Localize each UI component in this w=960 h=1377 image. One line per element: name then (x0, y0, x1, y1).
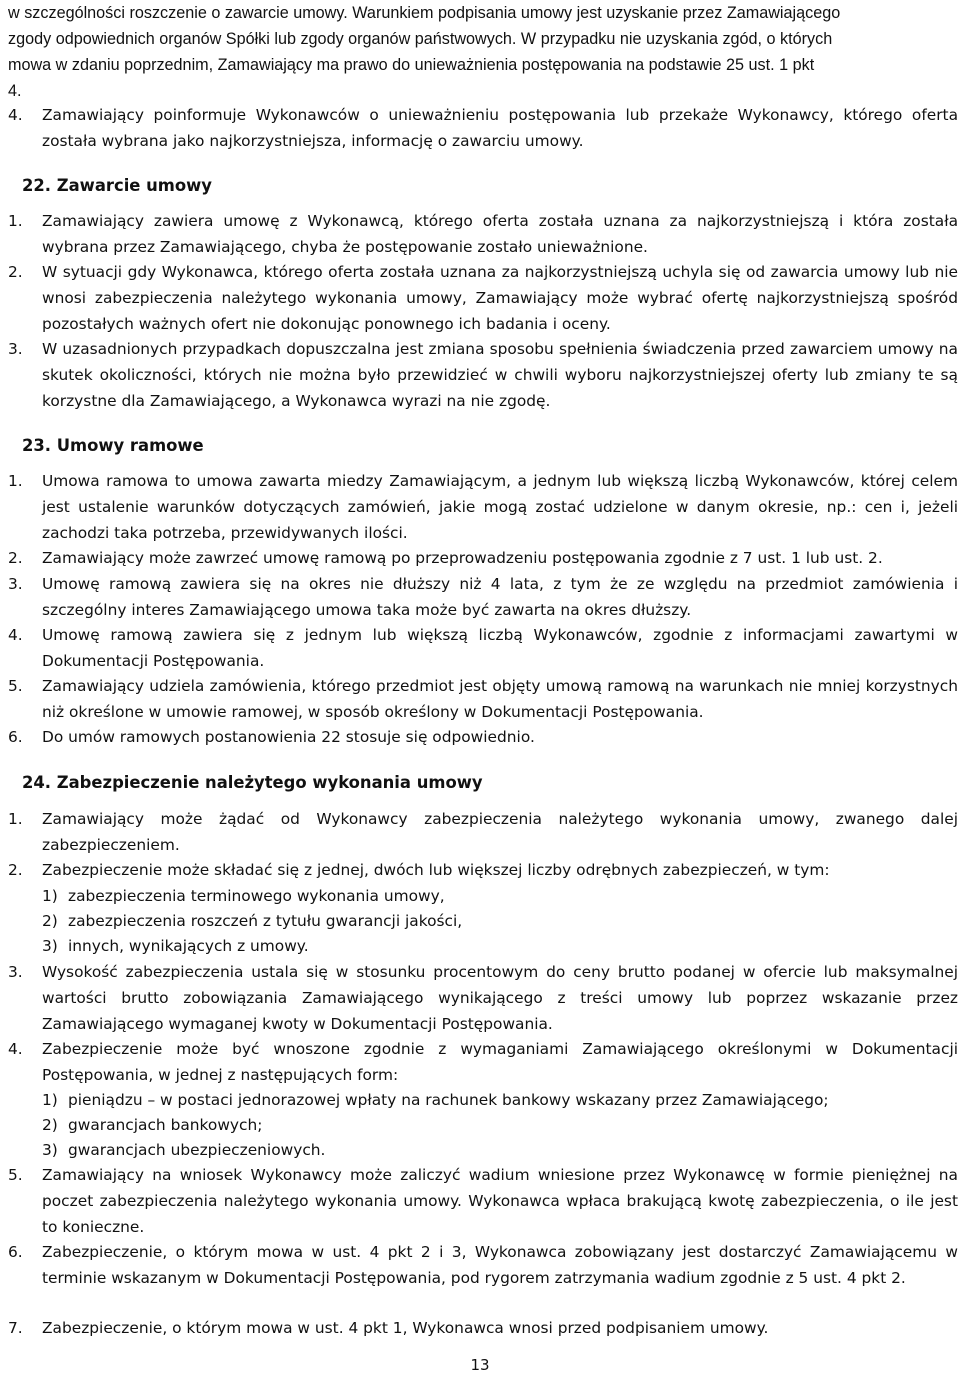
item-text: Zamawiający może żądać od Wykonawcy zabezpieczenia należytego wykonania umowy, zwanego dalej zabezpieczeniem. (42, 810, 958, 854)
item-text: Zabezpieczenie może składać się z jednej, dwóch lub większej liczby odrębnych zabezpieczeń, w tym: (42, 861, 830, 879)
sub-list-item: 1) pieniądzu – w postaci jednorazowej wpłaty na rachunek bankowy wskazany przez Zamawiającego; (42, 1091, 829, 1109)
list-item (8, 468, 958, 546)
list-item (8, 673, 958, 725)
intro-line-2: zgody odpowiednich organów Spółki lub zgody organów państwowych. W przypadku nie uzyskania zgód, o których (8, 30, 833, 48)
item-text: Do umów ramowych postanowienia 22 stosuje się odpowiednio. (42, 728, 535, 746)
list-item (8, 336, 958, 414)
list-item (8, 259, 958, 337)
sub-list-item: 2) zabezpieczenia roszczeń z tytułu gwarancji jakości, (42, 912, 463, 930)
intro-line-4: 4. (8, 82, 22, 100)
item-text: Umowa ramowa to umowa zawarta miedzy Zamawiającym, a jednym lub większą liczbą Wykonawców, której celem jest ustalenie warunków dotyczących zamówień, jakie mogą zostać udzielone w danym okresie, np.: cen i, jeżeli zachodzi taka potrzeba, przewidywanych ilości. (42, 472, 958, 542)
section-heading-22: 22. Zawarcie umowy (22, 176, 212, 195)
section-heading-24: 24. Zabezpieczenie należytego wykonania umowy (22, 773, 483, 792)
item-text: Zamawiający poinformuje Wykonawców o unieważnieniu postępowania lub przekaże Wykonawcy, którego oferta została wybrana jako najkorzystniejsza, informację o zawarciu umowy. (42, 106, 958, 150)
item-text: Zabezpieczenie, o którym mowa w ust. 4 pkt 1, Wykonawca wnosi przed podpisaniem umowy. (42, 1319, 769, 1337)
item-text: Umowę ramową zawiera się na okres nie dłuższy niż 4 lata, z tym że ze względu na przedmiot zamówienia i szczególny interes Zamawiającego umowa taka może być zawarta na okres dłuższy. (42, 575, 958, 619)
item-number: 2. (8, 549, 23, 567)
item-number: 2. (8, 861, 23, 879)
list-item (8, 1239, 958, 1291)
list-item (8, 622, 958, 674)
item-text: W sytuacji gdy Wykonawca, którego oferta została uznana za najkorzystniejszą uchyla się od zawarcia umowy lub nie wnosi zabezpieczenia należytego wykonania umowy, Zamawiający może wybrać ofertę najkorzystniejszą spośród pozostałych ważnych ofert nie dokonując ponownego ich badania i oceny. (42, 263, 958, 333)
item-number: 3. (8, 575, 23, 593)
item-number: 5. (8, 677, 23, 695)
list-item (8, 208, 958, 260)
item-text: Zamawiający może zawrzeć umowę ramową po przeprowadzeniu postępowania zgodnie z 7 ust. 1 lub ust. 2. (42, 549, 883, 567)
list-item (8, 1036, 958, 1088)
item-number: 6. (8, 1243, 23, 1261)
item-text: Wysokość zabezpieczenia ustala się w stosunku procentowym do ceny brutto podanej w ofercie lub maksymalnej wartości brutto zobowiązania Zamawiającego wynikającego z treści umowy lub poprzez wskazanie przez Zamawiającego wymaganej kwoty w Dokumentacji Postępowania. (42, 963, 958, 1033)
item-number: 1. (8, 212, 23, 230)
list-item (8, 102, 958, 154)
item-text: Zamawiający zawiera umowę z Wykonawcą, którego oferta została uznana za najkorzystniejszą i która została wybrana przez Zamawiającego, chyba że postępowanie zostało unieważnione. (42, 212, 958, 256)
intro-line-3: mowa w zdaniu poprzednim, Zamawiający ma prawo do unieważnienia postępowania na podstawie 25 ust. 1 pkt (8, 56, 815, 74)
item-number: 4. (8, 626, 23, 644)
item-text: Zamawiający na wniosek Wykonawcy może zaliczyć wadium wniesione przez Wykonawcę w formie pieniężnej na poczet zabezpieczenia należytego wykonania umowy. Wykonawca wpłaca brakującą kwotę zabezpieczenia, o ile jest to konieczne. (42, 1166, 958, 1236)
item-number: 6. (8, 728, 23, 746)
section-heading-23: 23. Umowy ramowe (22, 436, 204, 455)
item-text: Zabezpieczenie może być wnoszone zgodnie z wymaganiami Zamawiającego określonymi w Dokumentacji Postępowania, w jednej z następujących form: (42, 1040, 958, 1084)
intro-line-1: w szczególności roszczenie o zawarcie umowy. Warunkiem podpisania umowy jest uzyskanie przez Zamawiającego (8, 4, 841, 22)
item-number: 3. (8, 963, 23, 981)
list-item (8, 1315, 958, 1341)
sub-list-item: 3) innych, wynikających z umowy. (42, 937, 309, 955)
item-number: 4. (8, 106, 23, 124)
list-item (8, 545, 958, 571)
sub-list-item: 1) zabezpieczenia terminowego wykonania umowy, (42, 887, 445, 905)
item-text: Zamawiający udziela zamówienia, którego przedmiot jest objęty umową ramową na warunkach nie mniej korzystnych niż określone w umowie ramowej, w sposób określony w Dokumentacji Postępowania. (42, 677, 958, 721)
item-number: 1. (8, 472, 23, 490)
list-item (8, 806, 958, 858)
item-number: 5. (8, 1166, 23, 1184)
item-number: 3. (8, 340, 23, 358)
list-item (8, 571, 958, 623)
item-text: Umowę ramową zawiera się z jednym lub większą liczbą Wykonawców, zgodnie z informacjami zawartymi w Dokumentacji Postępowania. (42, 626, 958, 670)
item-text: W uzasadnionych przypadkach dopuszczalna jest zmiana sposobu spełnienia świadczenia przed zawarciem umowy na skutek okoliczności, których nie można było przewidzieć w chwili wyboru najkorzystniejszej oferty lub zmiany te są korzystne dla Zamawiającego, a Wykonawca wyrazi na nie zgodę. (42, 340, 958, 410)
sub-list-item: 2) gwarancjach bankowych; (42, 1116, 263, 1134)
list-item (8, 1162, 958, 1240)
page-number: 13 (470, 1356, 490, 1374)
list-item (8, 857, 958, 883)
item-number: 4. (8, 1040, 23, 1058)
item-number: 1. (8, 810, 23, 828)
item-text: Zabezpieczenie, o którym mowa w ust. 4 pkt 2 i 3, Wykonawca zobowiązany jest dostarczyć Zamawiającemu w terminie wskazanym w Dokumentacji Postępowania, pod rygorem zatrzymania wadium zgodnie z 5 ust. 4 pkt 2. (42, 1243, 958, 1287)
list-item (8, 959, 958, 1037)
sub-list-item: 3) gwarancjach ubezpieczeniowych. (42, 1141, 326, 1159)
list-item (8, 724, 958, 750)
item-number: 2. (8, 263, 23, 281)
item-number: 7. (8, 1319, 23, 1337)
